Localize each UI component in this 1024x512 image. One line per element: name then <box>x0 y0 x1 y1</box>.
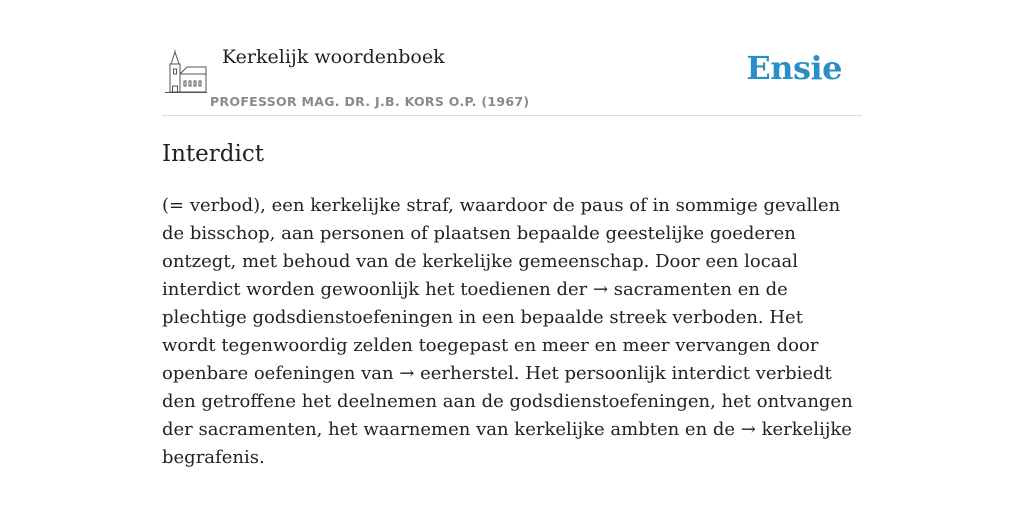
page-content <box>162 0 862 468</box>
crossref-link-sacramenten[interactable]: → sacramenten <box>592 279 732 300</box>
book-author: PROFESSOR MAG. DR. J.B. KORS O.P. (1967) <box>210 94 530 109</box>
brand-logo[interactable]: Ensie <box>746 49 842 87</box>
definition-text: en de plechtige godsdienstoefeningen in een bepaalde streek verboden. Het wordt tegenwoordig zelden toegepast en meer en meer vervangen door openbare oefeningen van <box>162 279 819 384</box>
entry-definition <box>162 192 862 472</box>
church-icon <box>165 50 207 94</box>
definition-text: (= verbod), een kerkelijke straf, waardoor de paus of in sommige gevallen de bisschop, aan personen of plaatsen bepaalde geestelijke goederen ontzegt, met behoud van de kerkelijke gemeenschap. Door een locaal interdict worden gewoonlijk het toedienen der <box>162 195 841 300</box>
crossref-link-kerkelijke-begrafenis[interactable]: → kerkelijke begrafenis <box>162 419 852 468</box>
book-title[interactable]: Kerkelijk woordenboek <box>222 46 445 68</box>
crossref-link-eerherstel[interactable]: → eerherstel <box>399 363 514 384</box>
book-header <box>162 0 862 116</box>
definition-text: . <box>258 447 265 468</box>
definition-text: . Het persoonlijk interdict verbiedt den getroffene het deelnemen aan de godsdienstoefeningen, het ontvangen der sacramenten, het waarnemen van kerkelijke ambten en de <box>162 363 853 440</box>
entry-title: Interdict <box>162 141 264 167</box>
